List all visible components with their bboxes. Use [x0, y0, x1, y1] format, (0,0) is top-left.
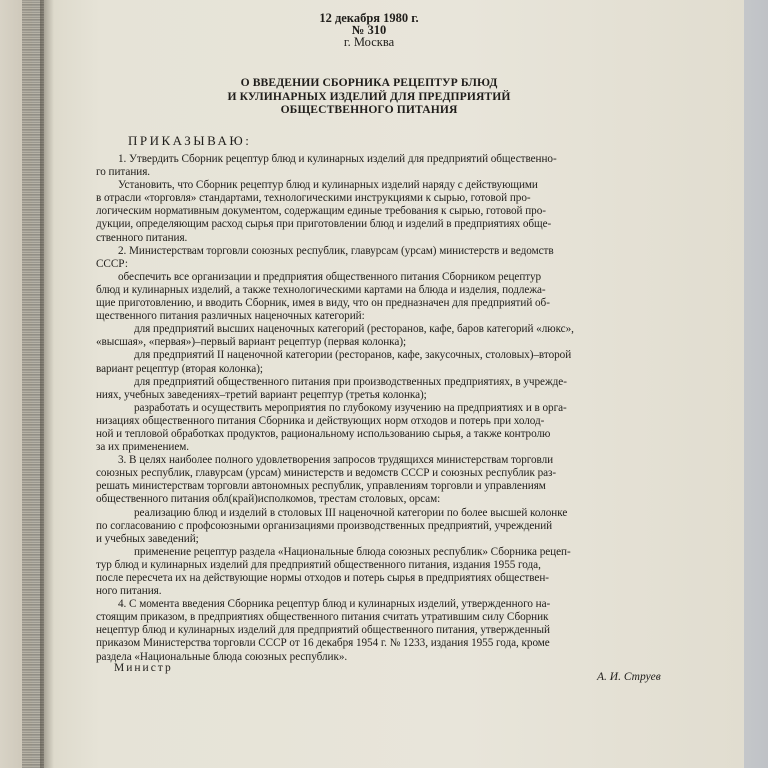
body-line: ного питания. — [96, 585, 162, 598]
body-line: стоящим приказом, в предприятиях общественного питания считать утратившим силу Сборник — [96, 611, 549, 624]
body-line: за их применением. — [96, 441, 190, 454]
body-line: низациях общественного питания Сборника и действующих норм отходов и потерь при холод- — [96, 414, 545, 427]
body-line: раздела «Национальные блюда союзных республик». — [96, 650, 348, 663]
body-line: приказом Министерства торговли СССР от 16 декабря 1954 г. № 1233, издания 1955 года, кроме — [96, 637, 550, 650]
body-line: нецептур блюд и кулинарных изделий для предприятий общественного питания, утвержденный — [96, 624, 550, 637]
order-city: г. Москва — [343, 35, 395, 49]
body-line: реализацию блюд и изделий в столовых III наценочной категории по более высшей колонке — [134, 506, 568, 519]
minister-label: Министр — [114, 662, 173, 674]
body-line: вариант рецептур (вторая колонка); — [96, 362, 263, 375]
body-line: для предприятий II наценочной категории (ресторанов, кафе, закусочных, столовых)–второй — [134, 349, 572, 362]
body-line: 3. В целях наиболее полного удовлетворения запросов трудящихся министерствам торговли — [118, 454, 554, 467]
title-line: И КУЛИНАРНЫХ ИЗДЕЛИЙ ДЛЯ ПРЕДПРИЯТИЙ — [227, 89, 511, 103]
body-line: «высшая», «первая»)–первый вариант рецептур (первая колонка); — [96, 336, 407, 349]
title-line: О ВВЕДЕНИИ СБОРНИКА РЕЦЕПТУР БЛЮД — [240, 76, 498, 89]
body-line: ной и тепловой обработках продуктов, рациональному использованию сырья, а также контролю — [96, 427, 551, 440]
body-line: для предприятий общественного питания при производственных предприятиях, в учрежде- — [134, 375, 567, 388]
body-line: применение рецептур раздела «Национальные блюда союзных республик» Сборника рецеп- — [134, 545, 571, 558]
document-page — [44, 0, 744, 768]
body-line: дукции, определяющим расход сырья при приготовлении блюд и изделий в предприятиях обще- — [96, 218, 552, 231]
body-line: блюд и кулинарных изделий, а также технологическими картами на блюда и изделия, подлежа- — [96, 283, 546, 296]
body-line: союзных республик, главурсам (урсам) министерств и ведомств СССР и союзных республик раз- — [96, 467, 557, 480]
body-line: общественного питания обл(край)исполкомов, трестам столовых, орсам: — [96, 493, 441, 506]
body-line: ственного питания. — [96, 231, 188, 244]
body-line: 4. С момента введения Сборника рецептур блюд и кулинарных изделий, утвержденного на- — [118, 598, 551, 611]
order-date: 12 декабря 1980 г. — [319, 11, 419, 25]
order-number: № 310 — [351, 23, 387, 37]
body-line: СССР: — [96, 257, 128, 270]
body-line: щие приготовлению, и вводить Сборник, имея в виду, что он предназначен для предприятий об- — [96, 297, 550, 310]
title-line: ОБЩЕСТВЕННОГО ПИТАНИЯ — [280, 103, 458, 116]
body-line: логическим нормативным документом, содержащим единые требования к сырью, готовой про- — [96, 205, 546, 218]
body-line: для предприятий высших наценочных категорий (ресторанов, кафе, баров категорий «люкс», — [134, 323, 574, 336]
body-line: в отрасли «торговля» стандартами, технологическими инструкциями к сырью, готовой про- — [96, 192, 531, 205]
body-line: ниях, учебных заведениях–третий вариант рецептур (третья колонка); — [96, 388, 427, 401]
body-line: разработать и осуществить мероприятия по глубокому изучению на предприятиях и в орга- — [134, 401, 567, 414]
body-line: Установить, что Сборник рецептур блюд и кулинарных изделий наряду с действующими — [118, 179, 538, 192]
body-line: го питания. — [96, 166, 151, 179]
order-word: ПРИКАЗЫВАЮ: — [128, 133, 252, 148]
body-line: после пересчета их на действующие нормы отходов и потерь сырья в предприятиях обществен- — [96, 572, 549, 584]
body-line: щественного питания различных наценочных категорий: — [96, 310, 365, 323]
document-title — [44, 76, 694, 117]
minister-signature: А. И. Струев — [597, 671, 661, 683]
body-line: решать министерствам торговли автономных республик, управлениям торговли и управлениям — [96, 480, 546, 493]
body-line: 2. Министерствам торговли союзных республик, главурсам (урсам) министерств и ведомств — [118, 244, 554, 257]
body-line: по согласованию с профсоюзными организациями производственных предприятий, учреждений — [96, 519, 553, 532]
order-body — [96, 153, 708, 664]
body-line: тур блюд и кулинарных изделий для предприятий общественного питания, издания 1955 года, — [96, 558, 541, 571]
body-line: и учебных заведений; — [96, 532, 199, 545]
body-line: 1. Утвердить Сборник рецептур блюд и кулинарных изделий для предприятий общественно- — [118, 153, 557, 165]
body-line: обеспечить все организации и предприятия общественного питания Сборником рецептур — [118, 270, 542, 283]
